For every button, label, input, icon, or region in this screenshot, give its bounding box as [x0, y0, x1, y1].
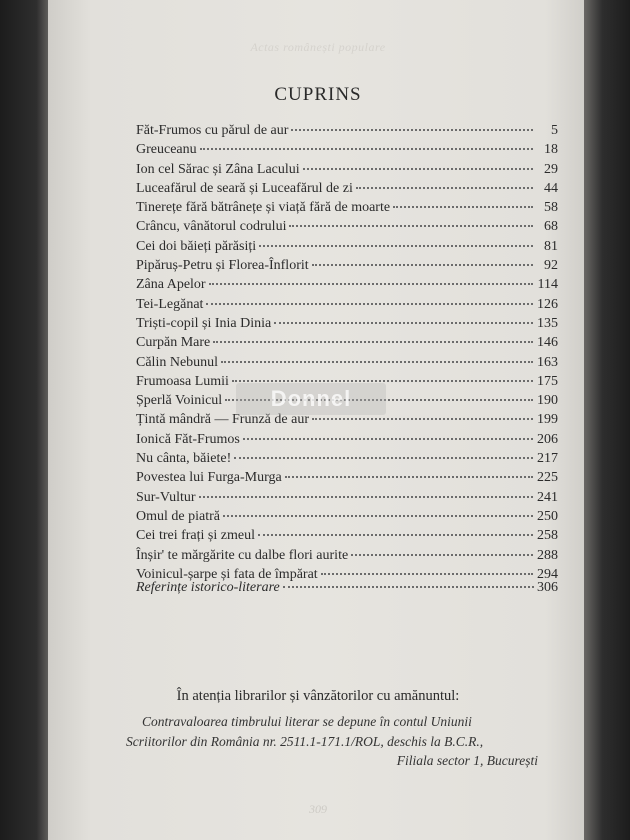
entry-title: Ionică Făt-Frumos: [136, 431, 240, 447]
dot-leader: [223, 515, 533, 517]
dot-leader: [393, 206, 533, 208]
entry-page: 258: [537, 528, 558, 544]
notice-line: Filiala sector 1, București: [396, 753, 538, 768]
book-binding-left: [0, 0, 52, 840]
entry-page: 81: [544, 238, 558, 254]
dot-leader: [289, 225, 533, 227]
toc-entry: [136, 316, 558, 335]
entry-page: 206: [537, 431, 558, 447]
entry-page: 241: [537, 489, 558, 505]
entry-title: Triști-copil și Inia Dinia: [136, 315, 272, 331]
entry-title: Pipăruș-Petru și Florea-Înflorit: [136, 258, 309, 274]
entry-title: Ion cel Sărac și Zâna Lacului: [136, 161, 300, 177]
toc-entry: [136, 528, 558, 547]
book-binding-right: [584, 0, 630, 840]
bleed-through-page-number: 309: [309, 802, 327, 816]
dot-leader: [213, 341, 533, 343]
dot-leader: [221, 361, 533, 363]
entry-title: Referințe istorico-literare: [136, 580, 280, 595]
dot-leader: [291, 129, 533, 131]
notice-heading: În atenția librarilor și vânzătorilor cu amănuntul:: [176, 688, 460, 704]
toc-entry: [136, 181, 558, 200]
entry-title: Cei doi băieți părăsiți: [136, 238, 257, 254]
entry-title: Tei-Legănat: [136, 296, 204, 312]
dot-leader: [243, 438, 533, 440]
toc-entry: [136, 548, 558, 567]
dot-leader: [283, 586, 534, 588]
dot-leader: [274, 322, 533, 324]
entry-title: Țintă mândră — Frunză de aur: [136, 412, 309, 428]
dot-leader: [312, 264, 533, 266]
dot-leader: [312, 418, 533, 420]
entry-title: Greuceanu: [136, 142, 197, 158]
notice-line: Contravaloarea timbrului literar se depune în contul Uniunii: [142, 714, 472, 729]
toc-entry: [136, 142, 558, 161]
entry-title: Luceafărul de seară și Luceafărul de zi: [136, 180, 353, 196]
entry-page: 217: [537, 451, 558, 467]
toc-entry: [136, 509, 558, 528]
dot-leader: [199, 496, 533, 498]
toc-entry: [136, 335, 558, 354]
entry-page: 163: [537, 354, 558, 370]
entry-title: Nu cânta, băiete!: [136, 451, 232, 467]
entry-title: Frumoasa Lumii: [136, 373, 229, 389]
dot-leader: [232, 380, 533, 382]
entry-title: Omul de piatră: [136, 508, 220, 524]
entry-page: 288: [537, 547, 558, 563]
dot-leader: [234, 457, 533, 459]
entry-page: 190: [537, 393, 558, 409]
toc-entry: [136, 162, 558, 181]
toc-entry: [136, 200, 558, 219]
toc-entry: [136, 432, 558, 451]
entry-title: Curpăn Mare: [136, 335, 211, 351]
entry-title: Făt-Frumos cu părul de aur: [136, 123, 289, 138]
entry-title: Înșir' te mărgărite cu dalbe flori aurite: [136, 547, 349, 563]
entry-title: Călin Nebunul: [136, 354, 219, 370]
entry-title: Crâncu, vânătorul codrului: [136, 219, 287, 235]
toc-entry: [136, 355, 558, 374]
entry-title: Tinerețe fără bătrânețe și viață fără de moarte: [136, 200, 391, 216]
watermark-logo: [236, 383, 386, 415]
entry-page: 199: [537, 412, 558, 428]
entry-page: 58: [544, 200, 558, 216]
toc-entry: [136, 297, 558, 316]
dot-leader: [351, 554, 533, 556]
entry-page: 29: [544, 161, 558, 177]
bleed-through-header: Actas românești populare: [250, 40, 386, 54]
entry-page: 306: [537, 580, 558, 595]
entry-page: 44: [544, 180, 558, 196]
entry-title: Povestea lui Furga-Murga: [136, 470, 282, 486]
entry-title: Zâna Apelor: [136, 277, 206, 293]
toc-entry: [136, 490, 558, 509]
toc-entry: [136, 123, 558, 142]
dot-leader: [258, 534, 533, 536]
entry-title: Voinicul-șarpe și fata de împărat: [136, 566, 318, 582]
toc-entry-references: [136, 580, 558, 596]
toc-entry: [136, 451, 558, 470]
entry-page: 68: [544, 219, 558, 235]
entry-page: 135: [537, 315, 558, 331]
entry-page: 250: [537, 508, 558, 524]
entry-page: 5: [551, 123, 558, 138]
toc-entry: [136, 412, 558, 431]
entry-title: Sur-Vultur: [136, 489, 196, 505]
dot-leader: [356, 187, 533, 189]
toc-entry: [136, 470, 558, 489]
page-title: CUPRINS: [274, 84, 362, 105]
entry-title: Șperlă Voinicul: [136, 393, 223, 409]
dot-leader: [285, 476, 533, 478]
table-of-contents: [136, 123, 558, 586]
entry-page: 294: [537, 566, 558, 582]
entry-page: 114: [537, 277, 558, 293]
toc-entry: [136, 219, 558, 238]
watermark-text: Donnel: [270, 386, 352, 411]
notice-text: [126, 712, 566, 771]
toc-entry: [136, 258, 558, 277]
dot-leader: [321, 573, 533, 575]
toc-entry: [136, 277, 558, 296]
book-page: [48, 0, 588, 840]
entry-page: 175: [537, 373, 558, 389]
entry-page: 18: [544, 142, 558, 158]
dot-leader: [200, 148, 533, 150]
dot-leader: [206, 303, 533, 305]
toc-entry: [136, 239, 558, 258]
entry-title: Cei trei frați și zmeul: [136, 528, 255, 544]
entry-page: 92: [544, 258, 558, 274]
dot-leader: [259, 245, 533, 247]
notice-line: Scriitorilor din România nr. 2511.1-171.1/ROL, deschis la B.C.R.,: [126, 733, 484, 749]
dot-leader: [209, 283, 533, 285]
entry-page: 146: [537, 335, 558, 351]
entry-page: 225: [537, 470, 558, 486]
entry-page: 126: [537, 296, 558, 312]
dot-leader: [303, 168, 533, 170]
